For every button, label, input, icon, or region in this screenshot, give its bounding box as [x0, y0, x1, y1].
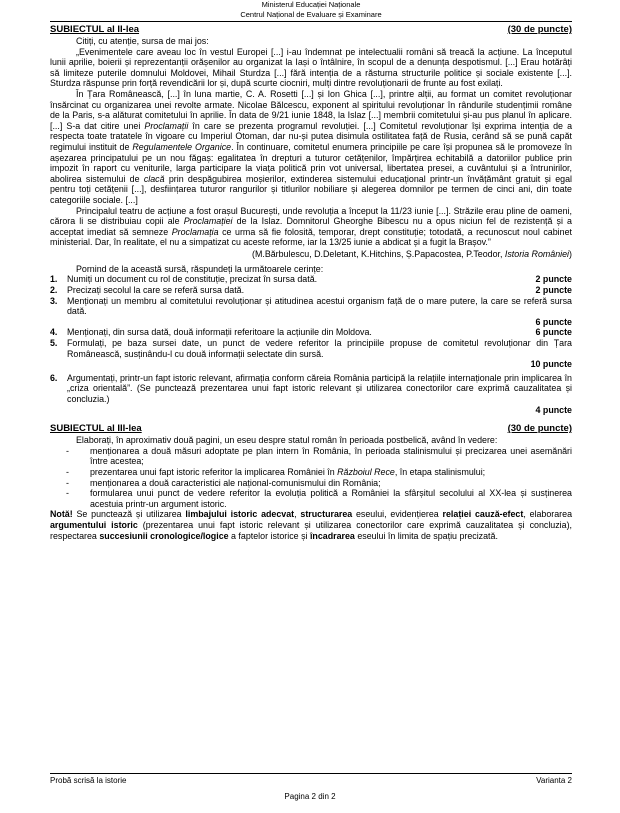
- section-3-title: SUBIECTUL al III-lea: [50, 423, 142, 435]
- source-paragraph-1: „Evenimentele care aveau loc în vestul Europei [...] i-au îndemnat pe intelectualii români să treacă la acțiune. La începutul lunii aprilie, boierii și reprezentanții orășenilor au organizat la Iași o întâlnire, în scopul de a denunța despotismul. [...] Erau hotărâți să limiteze puterile domnului Moldovei, Mihail Sturdza [...] fără intenția de a răsturna structurile politice și sociale existente [...]. Sturdza răspunse prin forță revendicării lor și, după scurte ciocniri, mulți dintre revoluționarii de frunte au fost exilați.: [50, 46, 572, 89]
- source-paragraph-2: În Țara Românească, [...] în luna martie, C. A. Rosetti [...] și Ion Ghica [...], printre alții, au format un comitet revoluționar însărcinat cu organizarea unei revolte armate. Nicolae Bălcescu, exponent al spiritului revoluționar în rândurile studențimii române de la Paris, s-a alăturat comitetului în aprilie. În data de 9/21 iunie 1848, la Islaz [...] membrii comitetului și-au pus planul în aplicare. [...] S-a dat citire unei Proclamații în care se prezenta programul revoluției. [...] Comitetul revoluționar își exprima intenția de a respecta toate tratatele în vigoare cu Imperiul Otoman, dar nu-și putea disimula ostilitatea față de Rusia, cerând să se pună capăt regimului instituit de Regulamentele Organice. În continuare, comitetul enumera principiile pe care își propunea să le promoveze în așezarea principatului pe un nou făgaș: egalitatea în drepturi a tuturor cetățenilor, împărțirea echitabilă a datoriilor publice prin impozit în raport cu veniturile, larga participare la viața politică prin vot universal, libertatea presei, a cuvântului și a întrunirilor, abolirea sistemului de clacă prin despăgubirea moșierilor, extinderea sistemului educațional printr-un învățământ gratuit și egal pentru toți cetățenii [...], desființarea tuturor rangurilor și titlurilor nobiliare și alegerea domnilor pe termen de cinci ani, din toate categoriile sociale. [...]: [50, 88, 573, 205]
- requirement-item: - formularea unui punct de vedere referitor la evoluția politică a României la sfârșitul secolului al XX-lea și susținerea acestuia printr-un argument istoric.: [66, 488, 572, 509]
- header-divider: [50, 21, 572, 22]
- section-2-points: (30 de puncte): [507, 24, 572, 35]
- ministry-name: Ministerul Educației Naționale: [261, 0, 361, 9]
- question-item: 2. 2 puncte Precizați secolul la care se referă sursa dată.: [50, 285, 572, 296]
- section-2-title: SUBIECTUL al II-lea: [50, 24, 140, 35]
- document-page: [50, 0, 572, 541]
- source-paragraph-3: Principalul teatru de acțiune a fost orașul București, unde revoluția a început la 11/23 iunie [...]. Străzile erau pline de oameni, cărora li se distribuiau copii ale Proclamației de la Islaz. Domnitorul Gheorghe Bibescu nu a opus niciun fel de rezistență și a acceptat imediat să semneze Proclamația ce urma să fie folosită, temporar, drept constituție; totodată, a recunoscut noul cabinet ministerial. Dar, în realitate, el nu a simpatizat cu aceste reforme, iar la 13/25 iunie a abdicat și a fugit la Brașov.”: [50, 205, 572, 248]
- page-number: Pagina 2 din 2: [284, 792, 336, 801]
- footer-exam-name: Probă scrisă la istorie: [50, 776, 127, 785]
- requirement-item: - menționarea a două caracteristici ale național-comunismului din România;: [66, 478, 572, 489]
- section-3-heading: [50, 423, 572, 435]
- question-item: 1. 2 puncte Numiți un document cu rol de constituție, precizat în sursa dată.: [50, 274, 572, 285]
- footer-variant: Varianta 2: [536, 776, 572, 785]
- document-header: [50, 0, 572, 20]
- requirement-item: - prezentarea unui fapt istoric referitor la implicarea României în Războiul Rece, în etapa stalinismului;: [66, 467, 572, 478]
- center-name: Centrul Național de Evaluare și Examinare: [240, 10, 382, 19]
- questions-list: [50, 274, 572, 415]
- section-2-intro: Citiți, cu atenție, sursa de mai jos:: [76, 36, 209, 46]
- section-3-points: (30 de puncte): [507, 423, 572, 435]
- source-citation: (M.Bărbulescu, D.Deletant, K.Hitchins, Ș.Papacostea, P.Teodor, Istoria României): [252, 248, 572, 259]
- section-2-heading: [50, 24, 572, 36]
- page-footer: [50, 773, 572, 785]
- section-3-intro: Elaborați, în aproximativ două pagini, un eseu despre statul român în perioada postbelică, având în vedere:: [76, 435, 498, 446]
- essay-requirements: [50, 446, 572, 510]
- questions-prompt: Pornind de la această sursă, răspundeți la următoarele cerințe:: [76, 263, 324, 274]
- question-item: 6. Argumentați, printr-un fapt istoric relevant, afirmația conform căreia România participă la relațiile internaționale prin implicarea în „criza orientală”. (Se punctează prezentarea unui fapt istoric relevant și utilizarea conectorilor care exprimă cauzalitatea și concluzia.) 4 puncte: [50, 372, 572, 415]
- requirement-item: - menționarea a două măsuri adoptate pe plan intern în România, în perioada stalinismului și precizarea unei asemănări între acestea;: [66, 446, 572, 467]
- question-item: 3. Menționați un membru al comitetului revoluționar și atitudinea acestui organism față de o mare putere, la care se referă sursa dată. 6 puncte: [50, 295, 572, 327]
- question-item: 5. Formulați, pe baza sursei date, un punct de vedere referitor la principiile propuse de comitetul revoluționar din Țara Românească, susținându-l cu două informații selectate din sursă. 10 puncte: [50, 338, 572, 370]
- grading-note: Notă! Se punctează și utilizarea limbajului istoric adecvat, structurarea eseului, evidențierea relației cauză-efect, elaborarea argumentului istoric (prezentarea unui fapt istoric relevant și utilizarea conectorilor care exprimă cauzalitatea și concluzia), respectarea succesiunii cronologice/logice a faptelor istorice și încadrarea eseului în limita de spațiu precizată.: [50, 509, 573, 541]
- question-item: 4. 6 puncte Menționați, din sursa dată, două informații referitoare la acțiunile din Moldova.: [50, 327, 572, 338]
